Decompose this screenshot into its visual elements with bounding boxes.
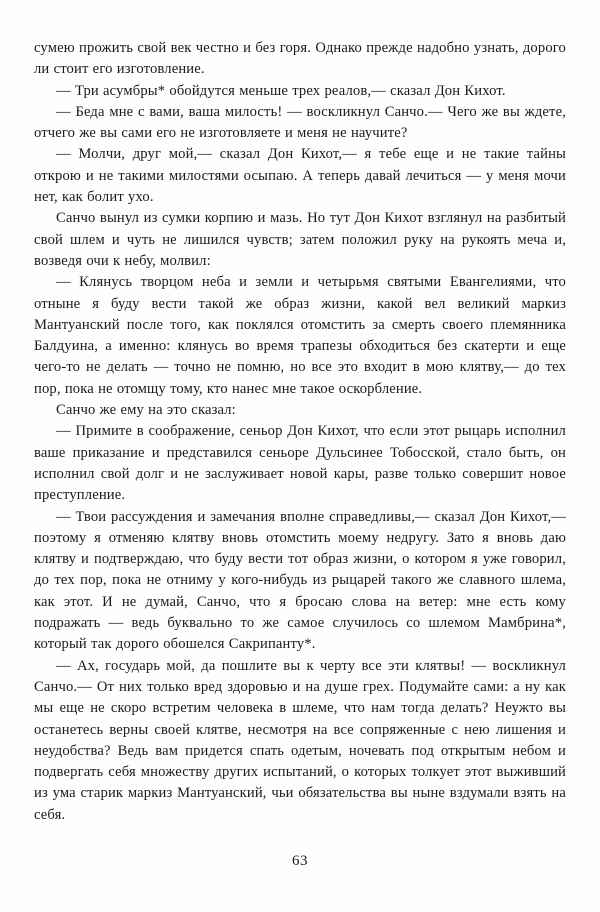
paragraph: — Молчи, друг мой,— сказал Дон Кихот,— я тебе еще и не такие тайны открою и не такими милостями осыпаю. А теперь давай лечиться — у меня мочи нет, как болит ухо.: [34, 146, 566, 206]
paragraph: — Клянусь творцом неба и земли и четырьмя святыми Евангелиями, что отныне я буду вести такой же образ жизни, какой вел великий маркиз Мантуанский после того, как поклялся отомстить за смерть своего племянника Балдуина, а именно: клянусь во время трапезы обходиться без скатерти и еще чего-то не делать — точно не помню, но все это входит в мою клятву,— до тех пор, пока не отомщу тому, кто нанес мне такое оскорбление.: [34, 274, 566, 397]
paragraph: сумею прожить свой век честно и без горя. Однако прежде надобно узнать, дорого ли стоит его изготовление.: [34, 40, 566, 78]
page-number: 63: [292, 853, 308, 869]
paragraph: — Ах, государь мой, да пошлите вы к черту все эти клятвы! — воскликнул Санчо.— От них только вред здоровью и на душе грех. Подумайте сами: а ну как мы еще не скоро встретим человека в шлеме, что нам тогда делать? Неужто вы останетесь верны своей клятве, несмотря на все сопряженные с нею лишения и неудобства? Ведь вам придется спать одетым, ночевать под открытым небом и подвергать себя множеству других испытаний, о которых толкует этот выживший из ума старик маркиз Мантуанский, чьи обязательства вы ныне вздумали взять на себя.: [34, 657, 566, 823]
text-body: [34, 38, 566, 826]
paragraph: Санчо же ему на это сказал:: [56, 402, 236, 419]
paragraph: — Твои рассуждения и замечания вполне справедливы,— сказал Дон Кихот,— поэтому я отменяю клятву вновь отомстить моему недругу. Зато я вновь даю клятву и подтверждаю, что буду вести тот образ жизни, о котором я уже говорил, до тех пор, пока не отниму у кого-нибудь из рыцарей такого же славного шлема, как этот. И не думай, Санчо, что я бросаю слова на ветер: мне есть кому подражать — ведь буквально то же самое случилось со шлемом Мамбрина*, который так дорого обошелся Сакрипанту*.: [34, 508, 566, 653]
paragraph: — Беда мне с вами, ваша милость! — воскликнул Санчо.— Чего же вы ждете, отчего же вы сами его не изготовляете и меня не научите?: [34, 103, 566, 142]
paragraph: — Три асумбры* обойдутся меньше трех реалов,— сказал Дон Кихот.: [56, 82, 506, 99]
paragraph: — Примите в соображение, сеньор Дон Кихот, что если этот рыцарь исполнил ваше приказание и представился сеньоре Дульсинее Тобосской, стало быть, он исполнил свой долг и не заслуживает новой кары, разве только совершит новое преступление.: [34, 423, 566, 504]
paragraph: Санчо вынул из сумки корпию и мазь. Но тут Дон Кихот взглянул на разбитый свой шлем и чуть не лишился чувств; затем положил руку на рукоять меча и, возведя очи к небу, молвил:: [34, 210, 566, 269]
